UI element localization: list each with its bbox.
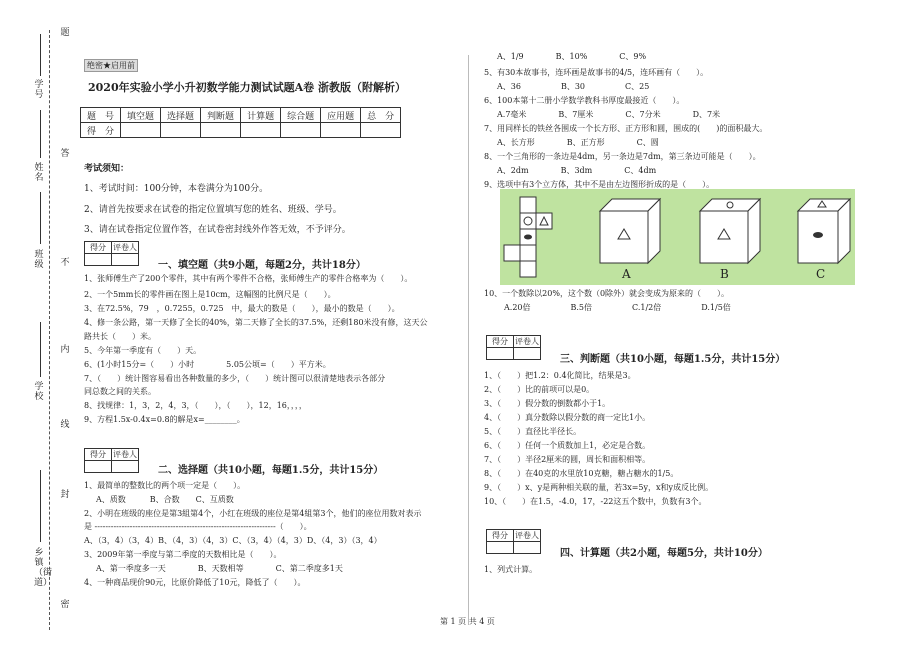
option-line: A、质数 B、合数 C、互质数 xyxy=(96,495,234,504)
question-line: 5、有30本故事书，连环画是故事书的4/5，连环画有（ ）。 xyxy=(484,68,709,77)
section4-title: 四、计算题（共2小题，每题5分，共计10分） xyxy=(560,548,768,559)
question-line: 9、方程1.5x-0.4x=0.8的解是x=________。 xyxy=(84,415,245,424)
score-cell[interactable] xyxy=(121,123,161,138)
judge-line: 4、（ ）真分数除以假分数的商一定比1小。 xyxy=(484,413,651,422)
township-label: 乡镇（街道） xyxy=(34,548,53,588)
judge-line: 10、（ ）在1.5，-4.0，17，-22这五个数中，负数有3个。 xyxy=(484,497,707,506)
grader-reviewer-label: 评卷人 xyxy=(515,337,539,346)
question-line: 同总数之间的关系。 xyxy=(84,387,156,396)
question-line: 2、一个5mm长的零件画在图上是10cm，这幅图的比例尺是（ ）。 xyxy=(84,290,336,299)
school-blank[interactable] xyxy=(40,322,41,377)
margin-char: 线 xyxy=(60,420,70,430)
name-label: 姓名 xyxy=(34,163,44,183)
judge-line: 7、（ ）半径2厘米的圆，周长和面积相等。 xyxy=(484,455,651,464)
score-cell[interactable] xyxy=(361,123,401,138)
grader-box xyxy=(84,448,139,473)
option-line: A.7毫米 B、7厘米 C、7分米 D、7米 xyxy=(497,110,721,119)
exam-no-label: 学号 xyxy=(34,80,44,100)
grader-cell[interactable] xyxy=(85,254,112,266)
grader-cell[interactable] xyxy=(514,348,541,360)
margin-char: 密 xyxy=(60,600,70,610)
question-line: 8、一个三角形的一条边是4dm，另一条边是7dm，第三条边可能是（ ）。 xyxy=(484,152,761,161)
secret-mark: 绝密★启用前 xyxy=(84,59,138,72)
question-line: 9、选项中有3个立方体，其中不是由左边图形折成的是（ ）。 xyxy=(484,180,715,189)
score-cell[interactable] xyxy=(241,123,281,138)
option-line: A、36 B、30 C、25 xyxy=(497,82,650,91)
question-line: 3、2009年第一季度与第二季度的天数相比是（ ）。 xyxy=(84,550,282,559)
grader-reviewer-label: 评卷人 xyxy=(113,243,137,252)
notice-title: 考试须知： xyxy=(84,164,130,174)
grader-score-label: 得分 xyxy=(85,242,112,254)
option-line: A、第一季度多一天 B、天数相等 C、第二季度多1天 xyxy=(96,564,343,573)
section3-title: 三、判断题（共10小题，每题1.5分，共计15分） xyxy=(560,354,786,365)
score-cell[interactable] xyxy=(201,123,241,138)
judge-line: 2、（ ）比的前项可以是0。 xyxy=(484,385,595,394)
score-header-cell: 综合题 xyxy=(281,108,321,123)
score-header-cell: 选择题 xyxy=(161,108,201,123)
judge-line: 6、（ ）任何一个质数加上1，必定是合数。 xyxy=(484,441,651,450)
question-line: 路共长（ ）米。 xyxy=(84,332,156,341)
option-line: A、（3，4）（3，4）B、（4，3）（4，3）C、（3，4）（4，3）D、（4，3）（3，4） xyxy=(84,536,382,545)
question-line: 7、（ ）统计图容易看出各种数量的多少，（ ）统计图可以很清楚地表示各部分 xyxy=(84,374,386,383)
paper-title: 2020年实验小学小升初数学能力测试试题A卷 浙教版（附解析） xyxy=(88,81,406,94)
township-blank[interactable] xyxy=(40,470,41,542)
class-label: 班级 xyxy=(34,250,44,270)
question-line: 1、张师傅生产了200个零件，其中有两个零件不合格，张师傅生产的零件合格率为（ ）。 xyxy=(84,274,413,283)
notice-item: 2、请首先按要求在试卷的指定位置填写您的姓名、班级、学号。 xyxy=(84,205,342,215)
margin-char: 答 xyxy=(60,149,70,159)
grader-cell[interactable] xyxy=(487,542,514,554)
grader-reviewer-label: 评卷人 xyxy=(515,531,539,540)
grader-score-label: 得分 xyxy=(487,530,514,542)
score-cell[interactable] xyxy=(281,123,321,138)
question-line: 1、最简单的整数比的两个项一定是（ ）。 xyxy=(84,481,246,490)
question-line: 7、用同样长的铁丝各围成一个长方形、正方形和圆，围成的( )的面积最大。 xyxy=(484,124,768,133)
option-a-label: A xyxy=(622,267,631,281)
score-header-cell: 填空题 xyxy=(121,108,161,123)
option-c-label: C xyxy=(816,267,826,281)
judge-line: 1、（ ）把1.2：0.4化简比，结果是3。 xyxy=(484,371,636,380)
grader-box xyxy=(486,529,541,554)
grader-cell[interactable] xyxy=(112,254,139,266)
margin-char: 题 xyxy=(60,28,70,38)
grader-score-label: 得分 xyxy=(85,449,112,461)
school-label: 学校 xyxy=(34,382,44,402)
section2-title: 二、选择题（共10小题，每题1.5分，共计15分） xyxy=(158,465,384,476)
question-line: 是 -------------------------------------------------------------------（ ）。 xyxy=(84,522,312,531)
option-line: A、长方形 B、正方形 C、圆 xyxy=(497,138,659,147)
option-line: A、2dm B、3dm C、4dm xyxy=(497,166,657,175)
score-cell[interactable] xyxy=(321,123,361,138)
question-line: 4、一种商品现价90元，比原价降低了10元，降低了（ ）。 xyxy=(84,578,306,587)
page-number: 第 1 页 共 4 页 xyxy=(440,617,495,626)
question-line: 4、修一条公路，第一天修了全长的40%，第二天修了全长的37.5%，还剩180米没有修，这天公 xyxy=(84,318,428,327)
binding-dashed-line xyxy=(49,30,50,630)
grader-box xyxy=(84,241,139,266)
judge-line: 8、（ ）在40克的水里放10克糖，糖占糖水的1/5。 xyxy=(484,469,679,478)
score-cell[interactable] xyxy=(161,123,201,138)
score-table xyxy=(80,107,401,138)
notice-item: 1、考试时间：100分钟，本卷满分为100分。 xyxy=(84,184,269,194)
judge-line: 3、（ ）假分数的倒数都小于1。 xyxy=(484,399,611,408)
question-line: 8、找规律：1，3，2，4，3，（ ），（ ），12，16，，，， xyxy=(84,401,307,410)
judge-line: 9、（ ）x、y是两种相关联的量，若3x=5y，x和y成反比例。 xyxy=(484,483,714,492)
grader-cell[interactable] xyxy=(514,542,541,554)
grader-reviewer-label: 评卷人 xyxy=(113,450,137,459)
name-blank[interactable] xyxy=(40,110,41,158)
column-divider xyxy=(468,55,469,625)
margin-char: 内 xyxy=(60,345,70,355)
question-line: 3、在72.5%，79 ，0.7255，0.725 中，最大的数是（ ），最小的数是（ ）。 xyxy=(84,304,400,313)
margin-char: 封 xyxy=(60,490,70,500)
option-b-label: B xyxy=(720,267,729,281)
grader-cell[interactable] xyxy=(112,461,139,473)
option-line: A、1/9 B、10% C、9% xyxy=(497,52,647,61)
grader-cell[interactable] xyxy=(487,348,514,360)
question-line: 1、列式计算。 xyxy=(484,565,538,574)
question-line: 6、100本第十二册小学数学教科书厚度最接近（ ）。 xyxy=(484,96,685,105)
question-line: 2、小明在班级的座位是第3組第4个，小红在班级的座位是第4組第3个，他们的座位用数对表示 xyxy=(84,509,422,518)
judge-line: 5、（ ）直径比半径长。 xyxy=(484,427,582,436)
section1-title: 一、填空题（共9小题，每题2分，共计18分） xyxy=(158,260,366,271)
grader-score-label: 得分 xyxy=(487,336,514,348)
notice-item: 3、请在试卷指定位置作答，在试卷密封线外作答无效，不予评分。 xyxy=(84,225,351,235)
score-header-cell: 判断题 xyxy=(201,108,241,123)
score-header-cell: 计算题 xyxy=(241,108,281,123)
cube-figure-svg xyxy=(500,189,855,285)
question-line: 5、今年第一季度有（ ）天。 xyxy=(84,346,202,355)
class-blank[interactable] xyxy=(40,192,41,244)
exam-no-blank[interactable] xyxy=(40,34,41,76)
question-line: 10、一个数除以20%，这个数（0除外）就会变成为原来的（ ）。 xyxy=(484,289,730,298)
score-header-cell: 题 号 xyxy=(81,108,121,123)
cube-net-figure xyxy=(500,189,855,285)
score-row-label: 得 分 xyxy=(81,123,121,138)
question-line: 6、(1小时15分=（ ）小时 5.05公顷=（ ）平方米。 xyxy=(84,360,331,369)
score-header-cell: 应用题 xyxy=(321,108,361,123)
score-header-cell: 总 分 xyxy=(361,108,401,123)
option-line: A.20倍 B.5倍 C.1/2倍 D.1/5倍 xyxy=(504,303,731,312)
grader-box xyxy=(486,335,541,360)
grader-cell[interactable] xyxy=(85,461,112,473)
margin-char: 不 xyxy=(60,258,70,268)
